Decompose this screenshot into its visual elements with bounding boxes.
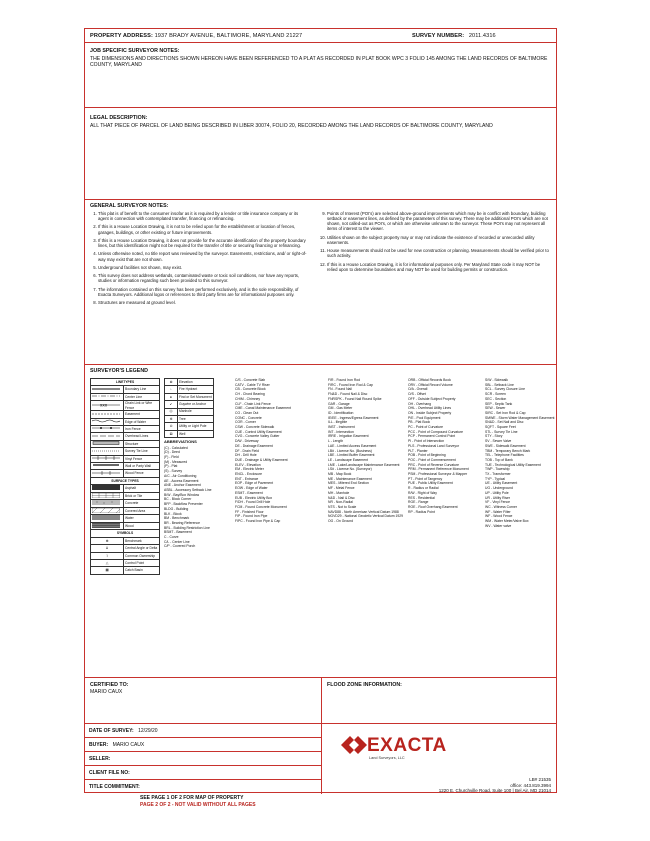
- well-icon: ⊠: [165, 430, 178, 437]
- abbreviation-item: ILL - Illegible: [328, 420, 348, 425]
- lt-row: Survey Tie Line: [91, 448, 160, 455]
- abbreviation-item: OG - On Ground: [328, 519, 354, 524]
- bright-mls-watermark: bright MLS: [6, 807, 95, 832]
- abbreviation-item: POC - Point of Commencement: [408, 457, 456, 462]
- abbreviation-item: INT - Intersection: [328, 429, 354, 434]
- legal-title: LEGAL DESCRIPTION:: [90, 115, 148, 121]
- abbreviation-item: RGE - Range: [408, 500, 429, 505]
- lt-row: Structure: [91, 440, 160, 447]
- lt-row: Vinyl Fence: [91, 455, 160, 462]
- symbols-title: SYMBOLS: [91, 530, 160, 537]
- abbreviation-item: SEP - Septic Tank: [485, 401, 513, 406]
- note-12: 12. If this is a House Location Drawing, it is for informational purposes only. Per Maryland State code it may NOT be relied upon to determine boundaries and may NOT be used for building permits or construction.: [327, 262, 549, 272]
- abbreviation-item: BM - Benchmark: [164, 516, 190, 521]
- abbreviation-item: PRC - Point of Reverse Curvature: [408, 462, 460, 467]
- legal-description-section: [85, 108, 556, 200]
- lt-row: Center Line: [91, 393, 160, 400]
- svg-text:xxx: xxx: [100, 402, 108, 407]
- surface-row: Wood: [91, 522, 160, 530]
- abbreviation-item: PLS - Professional Land Surveyor: [408, 443, 460, 448]
- abbreviation-item: PCC - Point of Compound Curvature: [408, 429, 464, 434]
- general-notes-title: GENERAL SURVEYOR NOTES:: [90, 203, 169, 209]
- abbreviation-item: ROE - Roof Overhang Easement: [408, 504, 458, 509]
- abbreviation-item: CO - Clean Out: [235, 410, 259, 415]
- abbreviation-item: ORV - Official Record Volume: [408, 382, 453, 387]
- title-commitment-field: TITLE COMMITMENT:: [89, 784, 140, 790]
- abbreviation-item: BR - Bearing Reference: [164, 520, 200, 525]
- symbol-row: ⊙ Utility or Light Pole: [165, 423, 214, 430]
- abbreviation-item: ESMT - Easement: [235, 490, 263, 495]
- abbreviation-item: F/DH - Found Drill Hole: [235, 500, 271, 505]
- abbreviation-item: CUE - Control Utility Easement: [235, 429, 282, 434]
- abbreviation-item: LE - Landscape Easement: [328, 457, 368, 462]
- abbreviation-item: LAE - Limited Access Easement: [328, 443, 377, 448]
- abbreviation-item: MF - Metal Fence: [328, 486, 355, 491]
- abbreviation-item: IRRE - Irrigation Easement: [328, 434, 369, 439]
- legend-body: [90, 378, 560, 673]
- abbreviation-item: LB# - License No. (Business): [328, 448, 372, 453]
- divider: [321, 678, 322, 724]
- abbreviation-item: MES - Mitered End Section: [328, 481, 369, 486]
- abbreviation-item: FIRC - Found Iron Rod & Cap: [328, 382, 373, 387]
- note-4: 4. Unless otherwise noted, no title report was reviewed by the surveyor. Easements, restrictions, and/ or right-of-way may exist that are not shown.: [98, 251, 310, 261]
- abbreviation-item: FIP - Found Iron Pipe: [235, 514, 268, 519]
- lt-row: Wall or Party Wall: [91, 463, 160, 470]
- abbreviation-item: L - Length: [328, 439, 344, 444]
- abbreviation-item: LBE - Limited Buffer Easement: [328, 453, 375, 458]
- abbreviation-item: PSM - Professional Surveyor & Mapper: [408, 472, 468, 477]
- abbreviation-item: FF - Finished Floor: [235, 509, 264, 514]
- legal-text: ALL THAT PIECE OF PARCEL OF LAND BEING DESCRIBED IN LIBER 30074, FOLIO 20, RECORDED AMONG THE LAND RECORDS OF BALTIMORE COUNTY, MARYLAND: [90, 123, 493, 129]
- abbreviation-item: CH - Chord Bearing: [235, 392, 265, 397]
- footer-line-1: SEE PAGE 1 OF 2 FOR MAP OF PROPERTY: [140, 795, 244, 801]
- abbreviation-item: COR - Corner: [235, 420, 256, 425]
- abbreviation-item: ANE - Anchor Easement: [164, 483, 201, 488]
- note-11: 11. House measurements should not be used for new construction or planning. Measurements should be verified prior to such activity.: [327, 248, 549, 258]
- abbreviation-item: WF - Wood Fence: [485, 514, 513, 519]
- abbreviation-item: N&D - Nail & Disc: [328, 495, 355, 500]
- legend-col-1: [164, 378, 230, 549]
- abbreviation-item: SIRC - Set Iron Rod & Cap: [485, 410, 526, 415]
- office-phone: office: 443.819.3994: [510, 782, 551, 788]
- legend-section: [85, 365, 556, 678]
- abbreviation-item: NR - Non-Radial: [328, 500, 353, 505]
- abbreviation-item: NTS - Not to Scale: [328, 504, 357, 509]
- linetypes-title: LINETYPES: [91, 379, 160, 386]
- surface-row: Water: [91, 515, 160, 523]
- monument-icon: ●: [165, 393, 178, 400]
- abbreviation-item: CVG - Concrete Valley Gutter: [235, 434, 280, 439]
- abbreviation-item: P/E - Pool Equipment: [408, 415, 441, 420]
- divider: [321, 724, 322, 794]
- surface-row: Covered Area: [91, 507, 160, 515]
- abbreviation-item: OH - Overhang: [408, 401, 431, 406]
- note-7: 7. The information contained on this survey has been performed exclusively, and is the sole responsibility, of Exacta Surveyors. Additional logos or references to third party firms are for informational purposes only.: [98, 287, 310, 297]
- common-ownership-icon: ⌇: [91, 552, 124, 559]
- abbreviation-item: SQFT - Square Feet: [485, 425, 516, 430]
- abbreviation-item: DE - Drainage Easement: [235, 443, 273, 448]
- abbreviation-item: FIPC - Found Iron Pipe & Cap: [235, 519, 281, 524]
- symbol-row: △ Control Point: [91, 560, 160, 567]
- elevation-icon: ⊗: [165, 379, 178, 386]
- abbreviation-item: SEC - Section: [485, 396, 507, 401]
- abbreviation-item: NAVD88 - North American Vertical Datum 1988: [328, 509, 399, 514]
- abbreviation-item: PLT - Planter: [408, 448, 428, 453]
- surface-title: SURFACE TYPES: [91, 477, 160, 484]
- abbreviation-item: EOW - Edge of Water: [235, 486, 268, 491]
- abbreviation-item: NGVD29 - National Geodetic Vertical Datum 1929: [328, 514, 404, 519]
- abbreviation-item: BSMT - Basement: [164, 530, 192, 535]
- lt-row: Easement: [91, 411, 160, 418]
- abbreviation-item: B/W - Bay/Box Window: [164, 492, 200, 497]
- manhole-icon: ◎: [165, 408, 178, 415]
- control-point-icon: △: [91, 560, 124, 567]
- client-file-field: CLIENT FILE NO:: [85, 766, 321, 780]
- abbreviation-item: DUE - Drainage & Utility Easement: [235, 457, 288, 462]
- abbreviation-item: ME - Maintenance Easement: [328, 476, 372, 481]
- abbreviation-item: FIR - Found Iron Rod: [328, 378, 361, 382]
- abbreviation-item: ON - Inside Subject Property: [408, 410, 452, 415]
- abbreviation-item: IE/EE - Ingress/Egress Easement: [328, 415, 379, 420]
- abbreviation-item: FCM - Found Concrete Monument: [235, 504, 287, 509]
- abbreviation-item: CATV - Cable TV Riser: [235, 382, 270, 387]
- abbreviation-item: MH - Manhole: [328, 490, 350, 495]
- abbreviation-item: (D) - Deed: [164, 450, 180, 455]
- abbreviation-item: SMWE - Storm Water Management Easement: [485, 415, 555, 420]
- lt-row: Boundary Line: [91, 386, 160, 393]
- abbrev-col-3: [328, 378, 406, 524]
- note-9: 9. Points of Interest (POI's) are selected above-ground improvements which may be in conflict with boundary, building setback or easement lines, as defined by the parameters of this survey. There may be additional POI's which are not shown, not called-out as POI's, or which are otherwise unknown to the surveyor. These POI's may not represent all items of interest to the viewer.: [327, 211, 549, 231]
- benchmark-icon: ⊕: [91, 537, 124, 544]
- legend-title: SURVEYOR'S LEGEND: [90, 368, 148, 374]
- seller-field: SELLER:: [85, 752, 321, 766]
- abbreviation-item: SWE - Sidewalk Easement: [485, 443, 526, 448]
- abbreviation-item: C/S - Concrete Slab: [235, 378, 266, 382]
- abbreviation-item: (M) - Measured: [164, 459, 188, 464]
- abbreviation-item: D/W - Driveway: [235, 439, 259, 444]
- abbreviation-item: O/S - Offset: [408, 392, 426, 397]
- abbreviation-item: PRM - Permanent Reference Monument: [408, 467, 469, 472]
- abbreviation-item: CHIM - Chimney: [235, 396, 261, 401]
- abbreviation-item: PI - Point of Intersection: [408, 439, 445, 444]
- abbreviation-item: BLK - Block: [164, 511, 182, 516]
- abbrev-title: ABBREVIATIONS: [164, 439, 197, 445]
- abbreviation-item: FNRSPK - Found Nail Round Spike: [328, 396, 382, 401]
- pole-icon: ⊙: [165, 423, 178, 430]
- symbol-row: ▦ Catch Basin: [91, 567, 160, 574]
- abbreviation-item: WV - Water valve: [485, 523, 512, 528]
- note-1: 1. This plat is of benefit to the consumer insofar as it is required by a lender or title insurance company or its agent in connection with contemplated transfer, financing or refinancing.: [98, 211, 310, 221]
- note-3: 3. If this is a House Location Drawing, it does not provide for the accurate identification of the property boundary lines, but this identification might not be required for the transfer of title or securing financing or refinancing.: [98, 238, 310, 248]
- certified-label: CERTIFIED TO:: [90, 682, 129, 688]
- abbreviation-item: ASBL - Accessory Setback Line: [164, 488, 212, 492]
- symbols2-table: [164, 378, 214, 438]
- abbreviation-item: GAR - Garage: [328, 401, 350, 406]
- abbreviation-item: BFP - Backflow Preventer: [164, 502, 203, 507]
- abbreviation-item: ELEV - Elevation: [235, 462, 261, 467]
- general-notes-left: [88, 211, 310, 309]
- abbreviation-item: GM - Gas Meter: [328, 406, 353, 411]
- surface-row: Concrete: [91, 500, 160, 508]
- lt-row: Wood Fence: [91, 470, 160, 477]
- abbreviation-item: OHL - Overhead Utility Lines: [408, 406, 452, 411]
- survey-number: SURVEY NUMBER: 2011.4316: [412, 33, 496, 39]
- office-address: 1220 E. Churchville Road, Suite 100 | Bel Air, MD 21014: [438, 788, 551, 794]
- abbreviation-item: UG - Underground: [485, 486, 513, 491]
- abbreviation-item: FN&D - Found Nail & Disc: [328, 392, 368, 397]
- abbreviation-item: CONC - Concrete: [235, 415, 262, 420]
- abbreviation-item: TYP - Typical: [485, 476, 506, 481]
- abbreviation-item: PC - Point of Curvature: [408, 425, 444, 430]
- abbreviation-item: TBM - Temporary Bench Mark: [485, 448, 531, 453]
- abbreviation-item: R/W - Right of Way: [408, 490, 437, 495]
- catch-basin-icon: ▦: [91, 567, 124, 574]
- symbol-row: ↙ Guywire or Anchor: [165, 401, 214, 408]
- abbreviation-item: SN&D - Set Nail and Disc: [485, 420, 524, 425]
- delta-icon: Δ: [91, 545, 124, 552]
- abbreviation-item: OFF - Outside Subject Property: [408, 396, 456, 401]
- job-notes-title: JOB SPECIFIC SURVEYOR NOTES:: [90, 48, 180, 54]
- abbrev-col-5: [485, 378, 557, 529]
- abbreviation-item: INST - Instrument: [328, 425, 355, 430]
- linetypes-table: [90, 378, 160, 575]
- abbreviation-item: R - Radius or Radial: [408, 486, 439, 491]
- symbol-row: ⌇ Common Ownership: [91, 552, 160, 559]
- note-6: 6. This survey does not address wetlands, contaminated waste or toxic soil conditions, nor have any reports, studies or information regarding such been provided to this surveyor.: [98, 273, 310, 283]
- symbol-row: ♁ Fire Hydrant: [165, 386, 214, 393]
- lt-row: Iron Fence: [91, 426, 160, 433]
- survey-frame: [84, 28, 557, 793]
- lt-row: Overhead Lines: [91, 433, 160, 440]
- abbreviation-item: CSW - Concrete Sidewalk: [235, 425, 275, 430]
- lt-row: xxx Chain Link or Wire Fence: [91, 401, 160, 411]
- fire-hydrant-icon: ♁: [165, 386, 178, 393]
- note-2: 2. If this is a House Location Drawing, it is not to be relied upon for the establishment or location of fences, garages, buildings, or other existing or future improvements.: [98, 224, 310, 234]
- abbreviation-item: BRL - Building Restriction Line: [164, 525, 210, 530]
- company-info: [439, 777, 551, 794]
- property-address: PROPERTY ADDRESS: 1937 BRADY AVENUE, BALTIMORE, MARYLAND 21227: [90, 33, 303, 39]
- abbreviation-item: EM - Electric Meter: [235, 467, 264, 472]
- abbreviation-item: C/L - Center Line: [164, 539, 190, 544]
- surface-row: Asphalt: [91, 485, 160, 493]
- legend-linetypes-col: [90, 378, 160, 575]
- abbreviation-item: SEW - Sewer: [485, 406, 506, 411]
- abbreviation-item: (P) - Plat: [164, 464, 178, 469]
- abbreviation-item: CB - Concrete Block: [235, 387, 266, 392]
- abbreviation-item: PUE - Public Utility Easement: [408, 481, 453, 486]
- symbol-row: ◎ Manhole: [165, 408, 214, 415]
- abbreviation-item: AE - Access Easement: [164, 478, 199, 483]
- abbreviation-item: TEL - Telephone Facilities: [485, 453, 524, 458]
- abbreviation-item: ENT - Entrance: [235, 476, 259, 481]
- abbreviation-item: ID - Identification: [328, 410, 354, 415]
- note-8: 8. Structures are measured at ground level.: [98, 300, 310, 305]
- abbreviation-item: CLF - Chain Link Fence: [235, 401, 271, 406]
- date-field: DATE OF SURVEY: 12/29/20: [85, 724, 321, 738]
- abbreviation-item: SCR - Screen: [485, 392, 506, 397]
- abbreviation-item: SV - Sewer Valve: [485, 439, 512, 444]
- footer-line-2: PAGE 2 OF 2 - NOT VALID WITHOUT ALL PAGES: [140, 802, 256, 808]
- note-10: 10. Utilities shown on the subject property may or may not indicate the existence of recorded or unrecorded utility easements.: [327, 235, 549, 245]
- abbreviation-item: (S) - Survey: [164, 469, 183, 474]
- exacta-logo: [339, 732, 369, 763]
- abbrev-col-2: [235, 378, 315, 524]
- abbreviation-item: WM - Water Meter/Valve Box: [485, 519, 529, 524]
- symbol-row: ⊕ Benchmark: [91, 537, 160, 544]
- abbreviation-item: LME - Lake/Landscape Maintenance Easement: [328, 462, 400, 467]
- abbreviation-item: EOP - Edge of Pavement: [235, 481, 274, 486]
- abbreviation-item: UP - Utility Pole: [485, 490, 509, 495]
- abbreviation-item: WF - Water Filter: [485, 509, 511, 514]
- lt-row: Edge of Water: [91, 418, 160, 425]
- general-notes-right: [317, 211, 549, 275]
- header-row: [85, 29, 556, 43]
- abbreviation-item: UR - Utility Riser: [485, 495, 511, 500]
- symbol-row: ✲ Tree: [165, 415, 214, 422]
- abbreviation-item: WC - Witness Corner: [485, 504, 518, 509]
- note-5: 5. Underground facilities not shown, may exist.: [98, 265, 310, 270]
- abbreviation-item: TX - Transformer: [485, 472, 511, 477]
- certified-value: MARIO CAUX: [90, 689, 123, 695]
- abbreviation-item: CME - Canal Maintenance Easement: [235, 406, 291, 411]
- abbreviation-item: STL - Survey Tie Line: [485, 429, 518, 434]
- abbreviation-item: (C) - Calculated: [164, 445, 188, 450]
- abbreviation-item: FN - Found Nail: [328, 387, 352, 392]
- abbreviation-item: DF - Drain Field: [235, 448, 259, 453]
- buyer-field: BUYER: MARIO CAUX: [85, 738, 321, 752]
- surface-row: Brick or Tile: [91, 492, 160, 500]
- flood-label: FLOOD ZONE INFORMATION:: [327, 682, 402, 688]
- abbreviation-item: LS# - License No. (Surveyor): [328, 467, 372, 472]
- exacta-logo-text: EXACTA: [367, 735, 447, 756]
- symbol-row: ⊗ Elevation: [165, 379, 214, 386]
- abbreviation-item: SCL - Survey Closure Line: [485, 387, 526, 392]
- symbol-row: Δ Central Angle or Delta: [91, 545, 160, 552]
- certified-section: [85, 678, 556, 724]
- abbreviation-item: RP - Radius Point: [408, 509, 435, 514]
- abbreviation-item: EUB - Electric Utility Box: [235, 495, 273, 500]
- abbrev-col-4: [408, 378, 486, 514]
- abbreviation-item: TUE - Technological Utility Easement: [485, 462, 541, 467]
- tree-icon: ✲: [165, 415, 178, 422]
- abbreviation-item: C - Curve: [164, 535, 179, 540]
- abbreviation-item: O/A - Overall: [408, 387, 428, 392]
- abbreviation-item: PB - Plat Book: [408, 420, 431, 425]
- abbreviation-item: ORB - Official Records Book: [408, 378, 451, 382]
- abbreviation-item: MB - Map Book: [328, 472, 352, 477]
- abbreviation-item: (F) - Field: [164, 455, 179, 460]
- abbreviation-item: VF - Vinyl Fence: [485, 500, 510, 505]
- abbreviation-item: TWP - Township: [485, 467, 510, 472]
- abbreviation-item: S/W - Sidewalk: [485, 378, 508, 382]
- abbreviation-item: C/P - Covered Porch: [164, 544, 196, 549]
- abbreviation-item: STY - Story: [485, 434, 503, 439]
- general-notes-section: [85, 200, 556, 365]
- abbreviation-item: SBL - Setback Line: [485, 382, 514, 387]
- exacta-logo-sub: Land Surveyors, LLC: [369, 756, 405, 760]
- abbreviation-item: BLDG - Building: [164, 506, 189, 511]
- abbreviation-item: BC - Block Corner: [164, 497, 192, 502]
- symbol-row: ⊠ Well: [165, 430, 214, 437]
- symbol-row: ● Find or Set Monument: [165, 393, 214, 400]
- abbreviation-item: UE - Utility Easement: [485, 481, 518, 486]
- abbreviation-item: DH - Drill Hole: [235, 453, 257, 458]
- abbreviation-item: TOB - Top of Bank: [485, 457, 513, 462]
- job-notes-section: [85, 43, 556, 108]
- abbreviation-item: POB - Point of Beginning: [408, 453, 446, 458]
- abbrev-col-1: [164, 446, 230, 549]
- license-number: LB# 21535: [529, 777, 551, 782]
- abbreviation-item: A/C - Air Conditioning: [164, 473, 197, 478]
- abbreviation-item: PT - Point of Tangency: [408, 476, 443, 481]
- job-notes-text: THE DIMENSIONS AND DIRECTIONS SHOWN HEREON HAVE BEEN REFERENCED TO A PLAT AS RECORDED IN PLAT BOOK WPC 3 FOLIO 145 AMONG THE LAND RECORDS OF BALTIMORE COUNTY, MARYLAND: [90, 56, 548, 68]
- abbreviation-item: ENCL - Enclosure: [235, 472, 263, 477]
- guywire-icon: ↙: [165, 401, 178, 408]
- abbreviation-item: PCP - Permanent Control Point: [408, 434, 456, 439]
- abbreviation-item: RES - Residential: [408, 495, 435, 500]
- exacta-logo-icon: [339, 732, 369, 758]
